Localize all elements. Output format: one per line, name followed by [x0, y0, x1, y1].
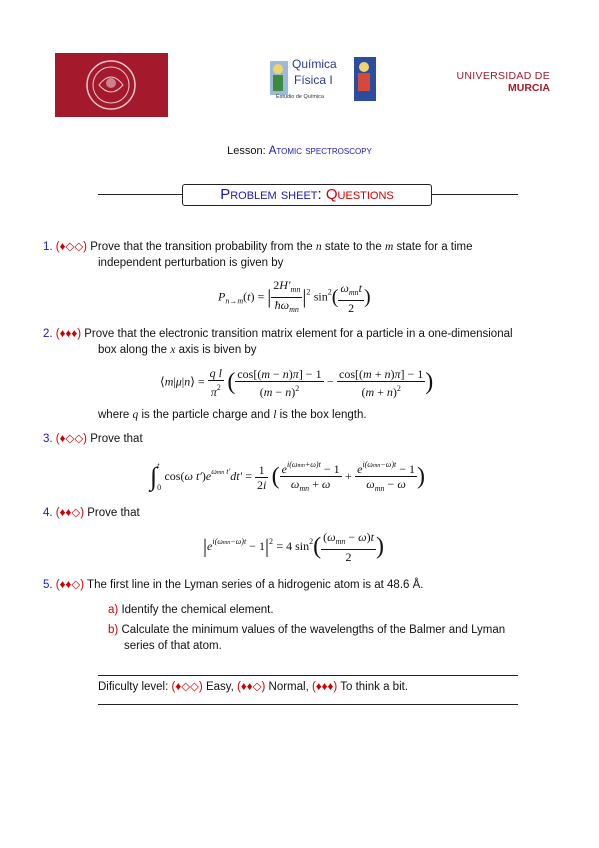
legend-label: Dificulty level:	[98, 681, 169, 693]
difficulty-marker: (♦◇◇)	[55, 241, 88, 253]
sheet-title-part1: Problem sheet	[220, 186, 318, 203]
subitem-a: a) Identify the chemical element.	[108, 604, 274, 616]
problem-number: 1.	[43, 241, 53, 253]
equation-4: $|e^{i(\omega mn-\omega)t} - 1|^2 = 4$ $\sin^2$( $\frac{(\omega_{mn} - \omega)t}{2}$ )	[203, 530, 384, 564]
difficulty-marker: (♦♦♦)	[55, 328, 82, 340]
university-seal-logo	[55, 53, 168, 117]
lesson-title: Atomic spectroscopy	[268, 145, 372, 157]
problem-number: 4.	[43, 507, 53, 519]
difficulty-marker: (♦♦◇)	[55, 507, 85, 519]
university-line2: MURCIA	[508, 82, 550, 94]
equation-2: ⟨m|μ|n⟩ = $\frac{\text{q l}}{\pi^2}$ ( $\frac{\cos[(m - n)\pi] - 1}{(m - n)^2}$ − $\frac{\cos[(m + n)\pi] - 1}{(m + n)^2}$ )	[160, 366, 434, 399]
problem-number: 5.	[43, 579, 53, 591]
university-line1: UNIVERSIDAD DE	[456, 70, 550, 82]
problem-2: 2. (♦♦♦) Prove that the electronic transition matrix element for a particle in a one-dimensional box along the x axis is biven by	[43, 328, 513, 356]
subitem-b: b) Calculate the minimum values of the wavelengths of the Balmer and Lyman series of that atom.	[108, 624, 506, 652]
sheet-title-sep: :	[317, 186, 322, 203]
problem-number: 2.	[43, 328, 53, 340]
difficulty-marker: (♦◇◇)	[55, 433, 88, 445]
difficulty-legend: Dificulty level: (♦◇◇) Easy, (♦♦◇) Normal, (♦♦♦) To think a bit.	[98, 681, 409, 693]
problem-3: 3. (♦◇◇) Prove that	[43, 433, 143, 445]
subitem-label: a)	[108, 604, 119, 616]
problem-4: 4. (♦♦◇) Prove that	[43, 507, 140, 519]
problem-number: 3.	[43, 433, 53, 445]
problem-1: 1. (♦◇◇) Prove that the transition probability from the n state to the m state for a time independent perturbation is given by	[43, 241, 473, 269]
legend-bottom-rule	[98, 704, 518, 705]
lesson-label: Lesson:	[227, 145, 266, 157]
logo-title-line1: Química	[292, 57, 337, 71]
difficulty-marker: (♦♦◇)	[55, 579, 85, 591]
problem-2-where: where q is the particle charge and l is the box length.	[98, 409, 367, 421]
logo-title-line2: Física I	[294, 73, 333, 87]
sheet-title-part2: Questions	[325, 186, 394, 203]
problem-5: 5. (♦♦◇) The first line in the Lyman series of a hidrogenic atom is at 48.6 Å.	[43, 579, 424, 591]
subitem-label: b)	[108, 624, 119, 636]
quimica-fisica-logo	[268, 55, 380, 107]
lesson-line	[0, 145, 599, 157]
logo-caption: Estudio de Química	[276, 94, 324, 100]
equation-1: $P_{n\to m}(t)$ = | $\frac{2H'_{mn}}{ħ\omega_{mn}}$ $|^2$ $\sin^2$( $\frac{\omega_{mn}t}{2}$ )	[218, 278, 371, 317]
equation-3: ∫ t 0 cos(ω $t')e^{\omega mn t'}dt'$ = $\frac{1}{2i}$ ( $\frac{e^{i(\omega mn+\omega)t} - 1}{\omega_{mn} + \omega}$ + $\frac{e^{i(\omega mn-\omega)t} - 1}{\omega_{mn} - \omega}$ )	[150, 455, 425, 499]
university-name	[450, 70, 550, 94]
sheet-title-box	[182, 184, 432, 206]
legend-top-rule	[98, 675, 518, 676]
